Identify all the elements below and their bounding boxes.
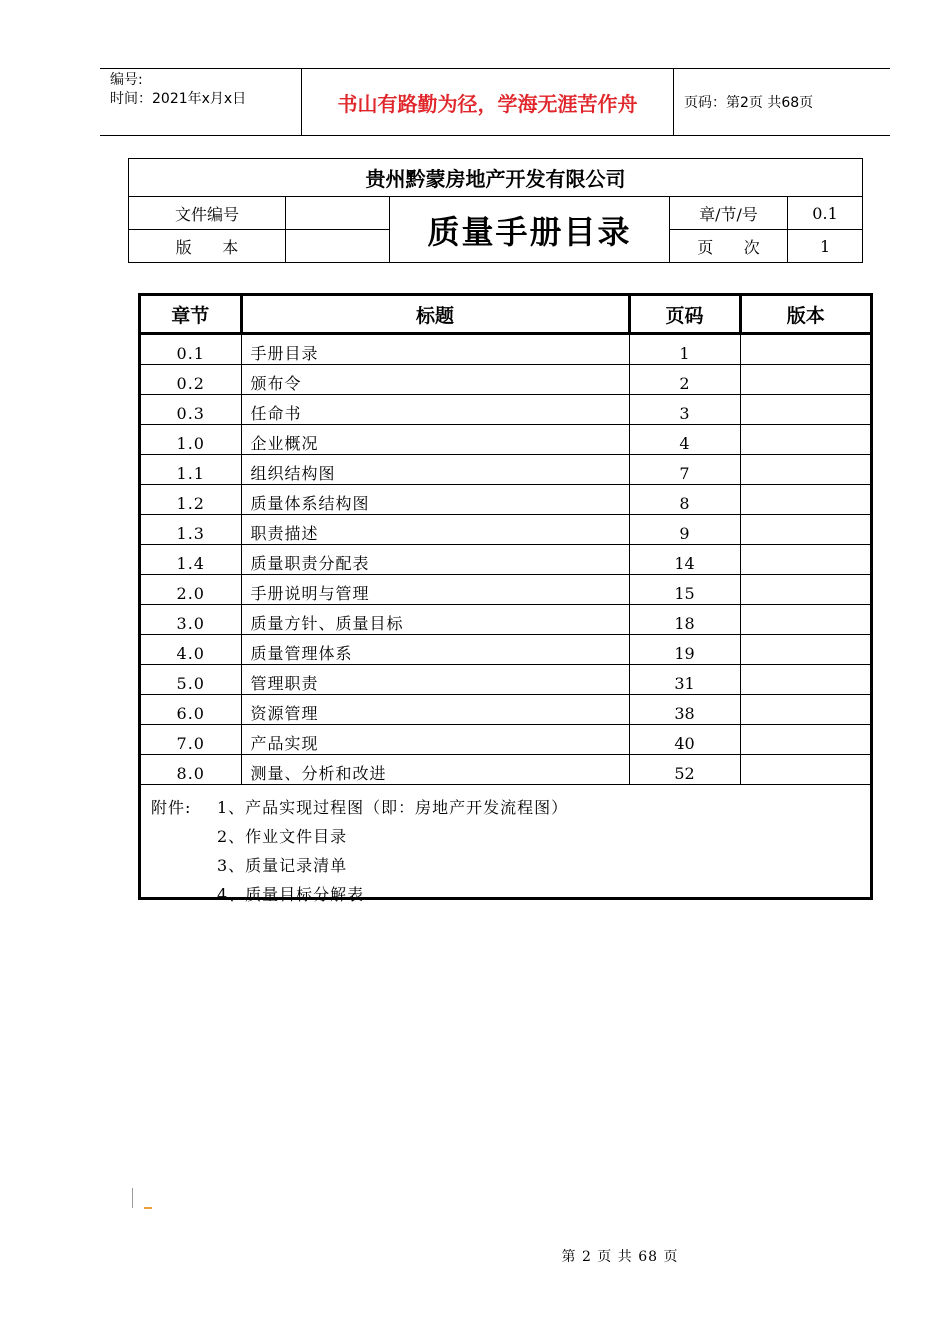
row-section: 1.3 bbox=[141, 515, 241, 545]
row-title: 产品实现 bbox=[241, 725, 629, 755]
attachment-text: 1、产品实现过程图（即：房地产开发流程图） bbox=[217, 798, 569, 817]
row-version bbox=[740, 665, 870, 695]
row-section: 1.4 bbox=[141, 545, 241, 575]
table-row bbox=[141, 515, 870, 545]
row-page: 52 bbox=[629, 755, 740, 785]
row-title: 质量管理体系 bbox=[241, 635, 629, 665]
row-title: 任命书 bbox=[241, 395, 629, 425]
row-page: 7 bbox=[629, 455, 740, 485]
header-meta bbox=[100, 69, 302, 135]
attachments bbox=[151, 793, 568, 909]
page-label: 页 次 bbox=[670, 230, 788, 263]
contents-table bbox=[141, 296, 870, 785]
table-row bbox=[141, 545, 870, 575]
table-row bbox=[141, 665, 870, 695]
row-page: 40 bbox=[629, 725, 740, 755]
table-row bbox=[141, 605, 870, 635]
header-motto: 书山有路勤为径，学海无涯苦作舟 bbox=[302, 69, 674, 135]
row-title: 组织结构图 bbox=[241, 455, 629, 485]
row-version bbox=[740, 755, 870, 785]
serial-label: 编号: bbox=[110, 72, 143, 88]
row-page: 2 bbox=[629, 365, 740, 395]
row-section: 2.0 bbox=[141, 575, 241, 605]
row-title: 质量职责分配表 bbox=[241, 545, 629, 575]
version-label: 版 本 bbox=[129, 230, 286, 263]
row-page: 4 bbox=[629, 425, 740, 455]
row-title: 管理职责 bbox=[241, 665, 629, 695]
row-section: 1.1 bbox=[141, 455, 241, 485]
row-title: 手册目录 bbox=[241, 334, 629, 365]
attachment-item bbox=[151, 851, 568, 880]
document-info-table bbox=[128, 158, 863, 263]
row-title: 企业概况 bbox=[241, 425, 629, 455]
row-version bbox=[740, 455, 870, 485]
attachment-item bbox=[151, 793, 568, 822]
row-version bbox=[740, 425, 870, 455]
attachment-text: 4、质量目标分解表 bbox=[217, 885, 365, 904]
table-row bbox=[141, 575, 870, 605]
row-version bbox=[740, 485, 870, 515]
page-header bbox=[100, 68, 890, 136]
table-row bbox=[141, 455, 870, 485]
row-page: 31 bbox=[629, 665, 740, 695]
row-section: 7.0 bbox=[141, 725, 241, 755]
margin-dash bbox=[144, 1207, 152, 1209]
table-row bbox=[141, 635, 870, 665]
document-title: 质量手册目录 bbox=[390, 197, 670, 263]
row-title: 颁布令 bbox=[241, 365, 629, 395]
chapter-value: 0.1 bbox=[788, 197, 863, 230]
row-title: 手册说明与管理 bbox=[241, 575, 629, 605]
row-page: 3 bbox=[629, 395, 740, 425]
col-header-title: 标题 bbox=[241, 296, 629, 334]
row-section: 8.0 bbox=[141, 755, 241, 785]
attachment-text: 3、质量记录清单 bbox=[217, 856, 348, 875]
row-section: 6.0 bbox=[141, 695, 241, 725]
attachment-text: 2、作业文件目录 bbox=[217, 827, 348, 846]
version-value bbox=[286, 230, 390, 263]
row-section: 0.3 bbox=[141, 395, 241, 425]
company-name: 贵州黔蒙房地产开发有限公司 bbox=[129, 159, 863, 197]
page-footer bbox=[0, 1246, 950, 1266]
row-title: 职责描述 bbox=[241, 515, 629, 545]
row-page: 15 bbox=[629, 575, 740, 605]
row-section: 5.0 bbox=[141, 665, 241, 695]
row-version bbox=[740, 725, 870, 755]
table-row bbox=[141, 425, 870, 455]
row-version bbox=[740, 334, 870, 365]
header-page-info: 页码：第2页 共68页 bbox=[684, 95, 814, 111]
row-title: 测量、分析和改进 bbox=[241, 755, 629, 785]
row-section: 0.1 bbox=[141, 334, 241, 365]
attachments-label: 附件: bbox=[151, 798, 192, 817]
contents-table-frame bbox=[138, 293, 873, 904]
col-header-section: 章节 bbox=[141, 296, 241, 334]
row-version bbox=[740, 545, 870, 575]
col-header-version: 版本 bbox=[740, 296, 870, 334]
table-row bbox=[141, 755, 870, 785]
row-title: 资源管理 bbox=[241, 695, 629, 725]
row-section: 3.0 bbox=[141, 605, 241, 635]
row-page: 1 bbox=[629, 334, 740, 365]
attachment-item bbox=[151, 880, 568, 909]
table-row bbox=[141, 695, 870, 725]
row-page: 38 bbox=[629, 695, 740, 725]
row-title: 质量体系结构图 bbox=[241, 485, 629, 515]
row-page: 19 bbox=[629, 635, 740, 665]
row-page: 8 bbox=[629, 485, 740, 515]
chapter-label: 章/节/号 bbox=[670, 197, 788, 230]
attachment-item bbox=[151, 822, 568, 851]
row-version bbox=[740, 695, 870, 725]
table-row bbox=[141, 485, 870, 515]
row-section: 1.0 bbox=[141, 425, 241, 455]
table-row bbox=[141, 725, 870, 755]
row-page: 9 bbox=[629, 515, 740, 545]
row-section: 0.2 bbox=[141, 365, 241, 395]
doc-no-label: 文件编号 bbox=[129, 197, 286, 230]
table-row bbox=[141, 365, 870, 395]
table-row bbox=[141, 395, 870, 425]
col-header-page: 页码 bbox=[629, 296, 740, 334]
margin-mark bbox=[132, 1188, 133, 1208]
contents-header-row bbox=[141, 296, 870, 334]
row-version bbox=[740, 515, 870, 545]
row-version bbox=[740, 365, 870, 395]
row-section: 4.0 bbox=[141, 635, 241, 665]
footer-page-number: 第 2 页 共 68 页 bbox=[561, 1249, 679, 1265]
row-version bbox=[740, 575, 870, 605]
row-page: 18 bbox=[629, 605, 740, 635]
row-title: 质量方针、质量目标 bbox=[241, 605, 629, 635]
row-version bbox=[740, 605, 870, 635]
table-row bbox=[141, 334, 870, 365]
row-page: 14 bbox=[629, 545, 740, 575]
time-label: 时间：2021年x月x日 bbox=[110, 91, 247, 107]
page-value: 1 bbox=[788, 230, 863, 263]
row-version bbox=[740, 635, 870, 665]
row-version bbox=[740, 395, 870, 425]
row-section: 1.2 bbox=[141, 485, 241, 515]
doc-no-value bbox=[286, 197, 390, 230]
